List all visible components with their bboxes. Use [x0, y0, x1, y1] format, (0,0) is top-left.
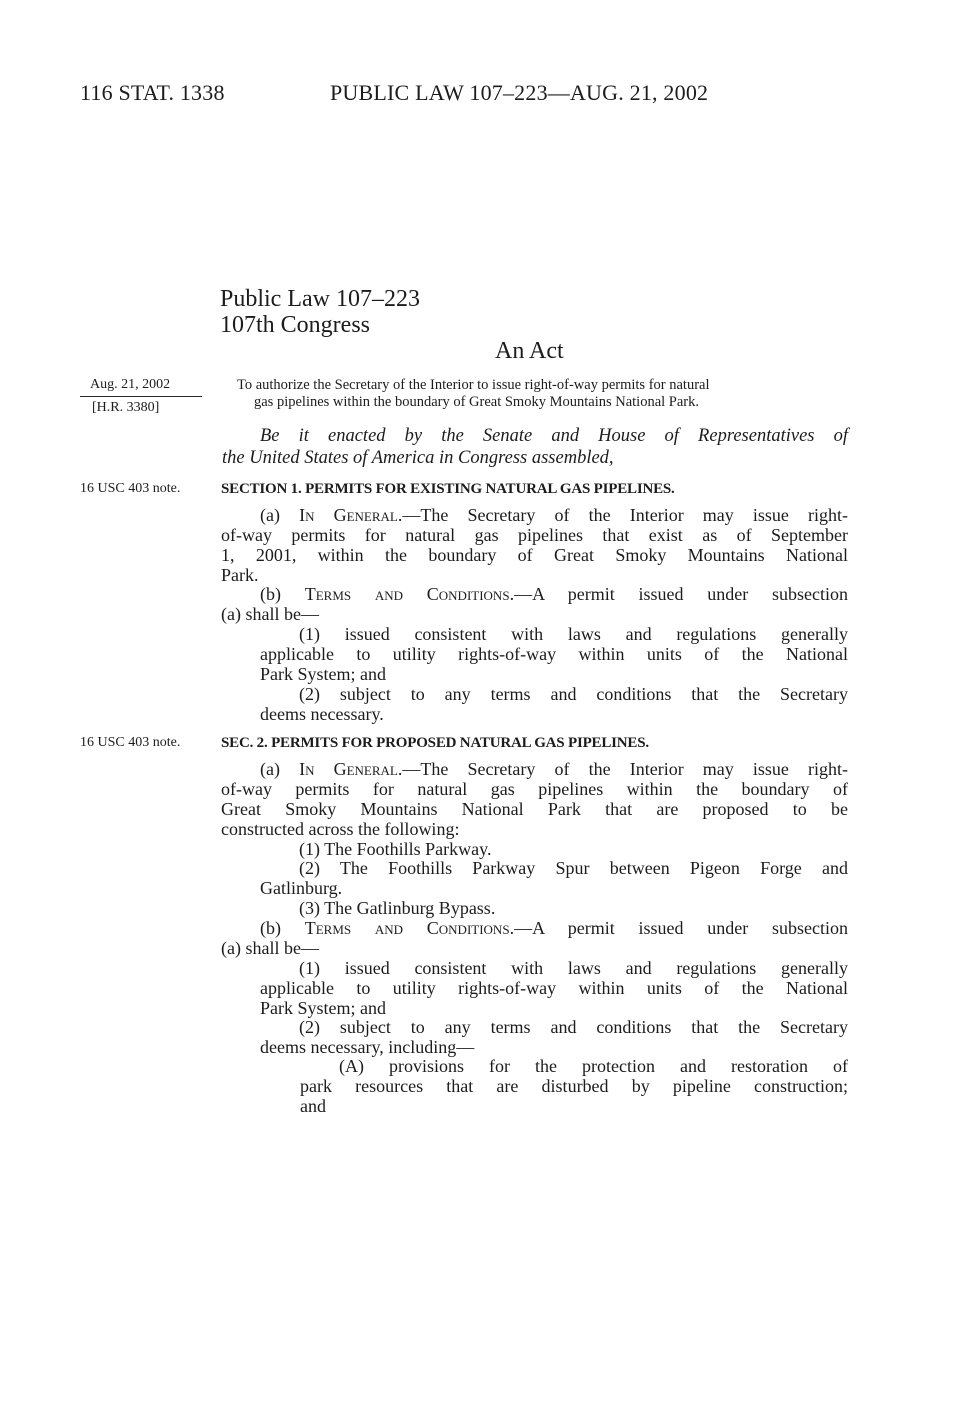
section-2-item-1	[260, 839, 848, 859]
sec2-p1-line-2: applicable to utility rights-of-way within units of the National	[260, 978, 848, 998]
section-2-item-2	[260, 858, 848, 898]
margin-divider	[80, 396, 202, 397]
section-2-paragraph-2	[260, 1017, 848, 1057]
section-2-subparagraph-A	[300, 1056, 848, 1116]
section-1-subsection-a	[221, 505, 848, 585]
section-1-paragraph-1	[260, 624, 848, 684]
congress-label: 107th Congress	[220, 312, 370, 338]
margin-date: Aug. 21, 2002	[90, 377, 171, 392]
page-stat-number: 116 STAT. 1338	[80, 80, 225, 105]
sec1-a-line-2: of-way permits for natural gas pipelines that exist as of September	[221, 525, 848, 545]
section-1-heading: SECTION 1. PERMITS FOR EXISTING NATURAL GAS PIPELINES.	[221, 481, 675, 497]
section-2-subsection-a	[221, 759, 848, 839]
sec2-a-caption: In General	[299, 759, 398, 779]
sec1-b-line-1: (b) Terms and Conditions.—A permit issued under subsection	[260, 584, 848, 604]
section-1-paragraph-2	[260, 684, 848, 724]
margin-usc-note-sec2: 16 USC 403 note.	[80, 735, 181, 750]
sec2-a-line-1: (a) In General.—The Secretary of the Interior may issue right-	[260, 759, 848, 779]
sec2-A-line-1: (A) provisions for the protection and restoration of	[339, 1056, 848, 1076]
sec2-item2-line-2: Gatlinburg.	[260, 878, 343, 898]
sec2-a-line-4: constructed across the following:	[221, 819, 460, 839]
sec2-b-line-2: (a) shall be—	[221, 938, 319, 958]
sec1-a-line-3: 1, 2001, within the boundary of Great Smoky Mountains National	[221, 545, 848, 565]
sec1-p1-line-1: (1) issued consistent with laws and regulations generally	[299, 624, 848, 644]
sec2-p2-line-1: (2) subject to any terms and conditions that the Secretary	[299, 1017, 848, 1037]
sec2-b-line-1: (b) Terms and Conditions.—A permit issued under subsection	[260, 918, 848, 938]
public-law-title: Public Law 107–223	[220, 286, 420, 312]
running-head: PUBLIC LAW 107–223—AUG. 21, 2002	[330, 80, 709, 105]
margin-bill-number: [H.R. 3380]	[92, 400, 160, 415]
section-2-subsection-b	[221, 918, 848, 958]
sec1-a-line-4: Park.	[221, 565, 259, 585]
sec2-b-caption: Terms and Conditions	[304, 918, 510, 938]
margin-usc-note-sec1: 16 USC 403 note.	[80, 481, 181, 496]
purpose-line-2: gas pipelines within the boundary of Great Smoky Mountains National Park.	[254, 394, 699, 410]
an-act-label: An Act	[495, 338, 564, 364]
sec2-p1-line-3: Park System; and	[260, 998, 386, 1018]
sec1-a-line-1: (a) In General.—The Secretary of the Interior may issue right-	[260, 505, 848, 525]
sec1-b-caption: Terms and Conditions	[304, 584, 510, 604]
sec2-a-line-2: of-way permits for natural gas pipelines within the boundary of	[221, 779, 848, 799]
enacting-clause-line-1: Be it enacted by the Senate and House of Representatives of	[260, 426, 848, 446]
sec2-item2-line-1: (2) The Foothills Parkway Spur between Pigeon Forge and	[299, 858, 848, 878]
sec1-p1-line-3: Park System; and	[260, 664, 386, 684]
purpose-line-1: To authorize the Secretary of the Interior to issue right-of-way permits for natural	[237, 377, 710, 393]
section-1-subsection-b	[221, 584, 848, 624]
section-2-paragraph-1	[260, 958, 848, 1018]
sec1-a-caption: In General	[299, 505, 398, 525]
sec2-p2-line-2: deems necessary, including—	[260, 1037, 475, 1057]
section-2-item-3	[260, 898, 848, 918]
sec1-p1-line-2: applicable to utility rights-of-way within units of the National	[260, 644, 848, 664]
sec2-p1-line-1: (1) issued consistent with laws and regulations generally	[299, 958, 848, 978]
sec2-item3-line: (3) The Gatlinburg Bypass.	[299, 898, 496, 918]
sec2-A-line-3: and	[300, 1096, 326, 1116]
sec2-item1-line: (1) The Foothills Parkway.	[299, 839, 492, 859]
section-2-heading: SEC. 2. PERMITS FOR PROPOSED NATURAL GAS PIPELINES.	[221, 735, 649, 751]
sec2-A-line-2: park resources that are disturbed by pipeline construction;	[300, 1076, 848, 1096]
sec2-a-line-3: Great Smoky Mountains National Park that are proposed to be	[221, 799, 848, 819]
sec1-b-line-2: (a) shall be—	[221, 604, 319, 624]
sec1-p2-line-1: (2) subject to any terms and conditions that the Secretary	[299, 684, 848, 704]
sec1-p2-line-2: deems necessary.	[260, 704, 384, 724]
enacting-clause-line-2: the United States of America in Congress assembled,	[222, 448, 614, 468]
